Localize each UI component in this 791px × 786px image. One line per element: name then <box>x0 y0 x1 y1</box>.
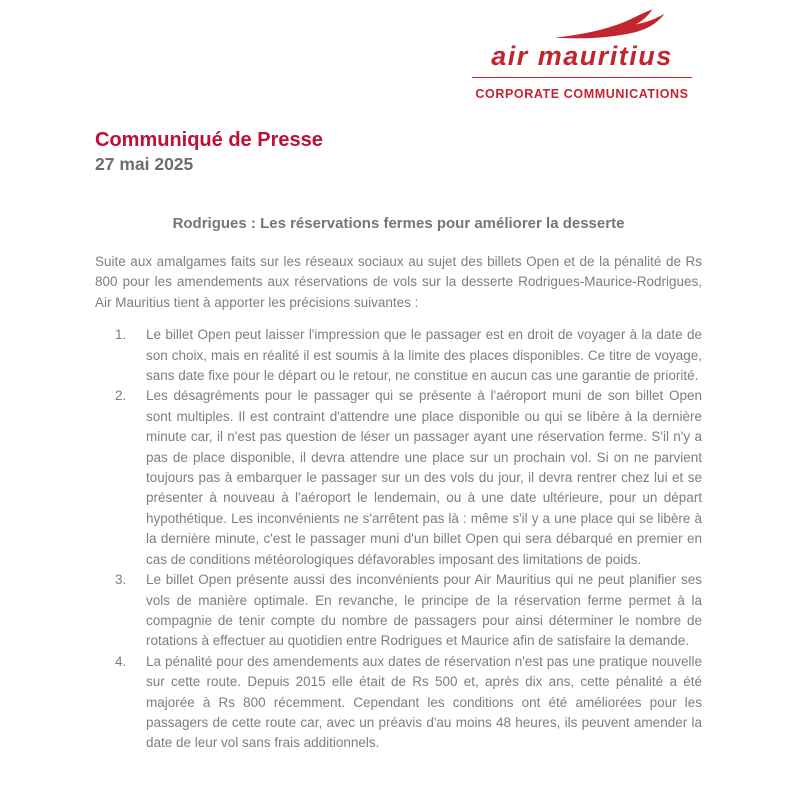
logo-divider <box>472 77 692 78</box>
tropicbird-swoosh-icon <box>554 8 666 41</box>
corporate-communications-label: CORPORATE COMMUNICATIONS <box>475 87 689 102</box>
list-item: Le billet Open présente aussi des inconvénients pour Air Mauritius qui ne peut planifier ses vols de manière optimale. En revanche, le principe de la réservation ferme permet à la compagnie de tenir compte du nombre de passagers pour ainsi déterminer le nombre de rotations à effectuer au quotidien entre Rodrigues et Maurice afin de satisfaire la demande. <box>146 572 702 649</box>
document-title: Rodrigues : Les réservations fermes pour améliorer la desserte <box>172 215 625 232</box>
press-release-heading: Communiqué de Presse <box>95 129 323 151</box>
list-item: Le billet Open peut laisser l'impression que le passager est en droit de voyager à la date de son choix, mais en réalité il est soumis à la limite des places disponibles. Ce titre de voyage, sans date fixe pour le départ ou le retour, ne constitue en aucun cas une garantie de priorité. <box>146 327 702 384</box>
air-mauritius-logo <box>472 8 692 101</box>
list-item: La pénalité pour des amendements aux dates de réservation n'est pas une pratique nouvelle sur cette route. Depuis 2015 elle était de Rs 500 et, après dix ans, cette pénalité a été majorée à Rs 800 récemment. Cependant les conditions ont été améliorées pour les passagers de cette route car, avec un préavis d'au moins 48 heures, ils peuvent amender la date de leur vol sans frais additionnels. <box>146 653 702 751</box>
document-content <box>95 128 702 754</box>
list-item: Les désagréments pour le passager qui se présente à l'aéroport muni de son billet Open sont multiples. Il est contraint d'attendre une place disponible ou qui se libère à la dernière minute car, il n'est pas question de léser un passager ayant une réservation ferme. S'il n'y a pas de place disponible, il devra attendre une place sur un prochain vol. Si on ne parvient toujours pas à embarquer le passager sur un des vols du jour, il devra rentrer chez lui et se présenter à nouveau à l'aéroport le lendemain, ou à une date ultérieure, pour un départ hypothétique. Les inconvénients ne s'arrêtent pas là : même s'il y a une place qui se libère à la dernière minute, c'est le passager muni d'un billet Open qui sera débarqué en premier en cas de conditions météorologiques défavorables imposant des limitations de poids. <box>146 388 702 567</box>
intro-paragraph: Suite aux amalgames faits sur les réseaux sociaux au sujet des billets Open et de la pénalité de Rs 800 pour les amendements aux réservations de vols sur la desserte Rodrigues-Maurice-Rodrigues, Air Mauritius tient à apporter les précisions suivantes : <box>95 254 702 310</box>
precisions-list <box>95 325 702 754</box>
press-release-date: 27 mai 2025 <box>95 154 194 174</box>
brand-wordmark: air mauritius <box>491 41 673 71</box>
